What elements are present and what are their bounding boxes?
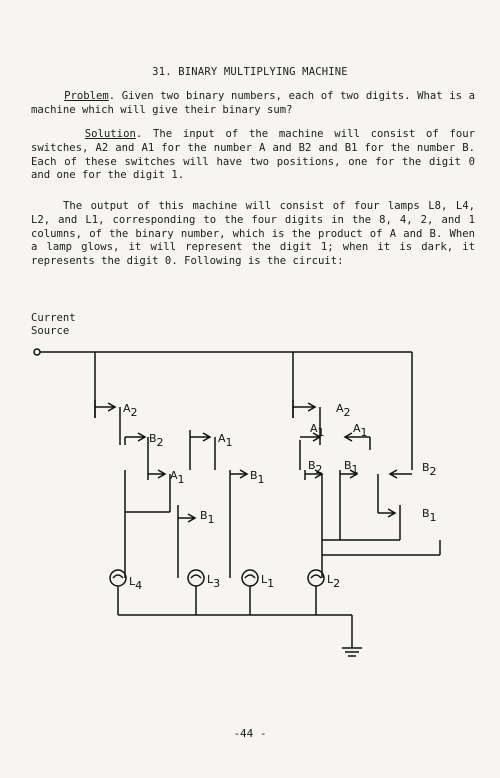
switch-label: B1 (422, 507, 437, 524)
switch-a1-left-mid (148, 470, 170, 512)
solution-heading: Solution (84, 128, 136, 140)
switch-label: A1 (310, 422, 325, 439)
page-number: -44 - (233, 727, 267, 740)
problem-text: . Given two binary numbers, each of two digits. What is a machine which will give their binary sum? (31, 90, 476, 116)
lamp-l3 (188, 570, 204, 586)
output-paragraph: The output of this machine will consist of four lamps L8, L4, L2, and L1, corresponding to the four digits in the 8, 4, 2, and 1 columns, of the binary number, which is the product of A and B. When a lamp glows, it will represent the digit 1; when it is dark, it represents the digit 0. Following is the circuit: (31, 200, 475, 268)
switch-a2-left (95, 400, 120, 445)
source-terminal (34, 349, 40, 355)
lamp-label-l1: L1 (261, 573, 275, 590)
section-title: 31. BINARY MULTIPLYING MACHINE (152, 66, 348, 78)
switch-label: B1 (200, 509, 215, 526)
switch-label: A1 (170, 469, 185, 486)
switch-a1-left-top (190, 430, 215, 470)
switch-label: A2 (336, 402, 351, 419)
lamp-l4 (110, 570, 126, 586)
switch-b2-right (378, 385, 412, 513)
switch-label: B1 (250, 469, 265, 486)
switch-b2-left (125, 433, 148, 480)
lamp-l1 (242, 570, 258, 586)
switch-label: B2 (308, 459, 323, 476)
switch-b1-right-mid (340, 470, 357, 540)
switch-label: A1 (218, 432, 233, 449)
lamp-label-l4: L4 (129, 575, 143, 592)
switch-b2-right-mid (305, 470, 322, 555)
switch-label: A1 (353, 422, 368, 439)
switch-label: A2 (123, 402, 138, 419)
lamp-label-l2: L2 (327, 573, 341, 590)
switch-b1-left-mid (230, 470, 247, 510)
current-source-label-2: Source (31, 325, 70, 337)
current-source-label: Current (31, 312, 76, 324)
solution-text: . The input of the machine will consist of four switches, A2 and A1 for the number A and B2 and B1 for the number B. Each of these switches will have two positions, one for the digit 0 and one for the digit 1. (31, 128, 476, 182)
switch-label: B2 (422, 461, 437, 478)
switch-label: B2 (149, 432, 164, 449)
problem-heading: Problem (64, 90, 109, 102)
ground-symbol (342, 648, 362, 656)
lamp-label-l3: L3 (207, 573, 221, 590)
switch-label: B1 (344, 459, 359, 476)
